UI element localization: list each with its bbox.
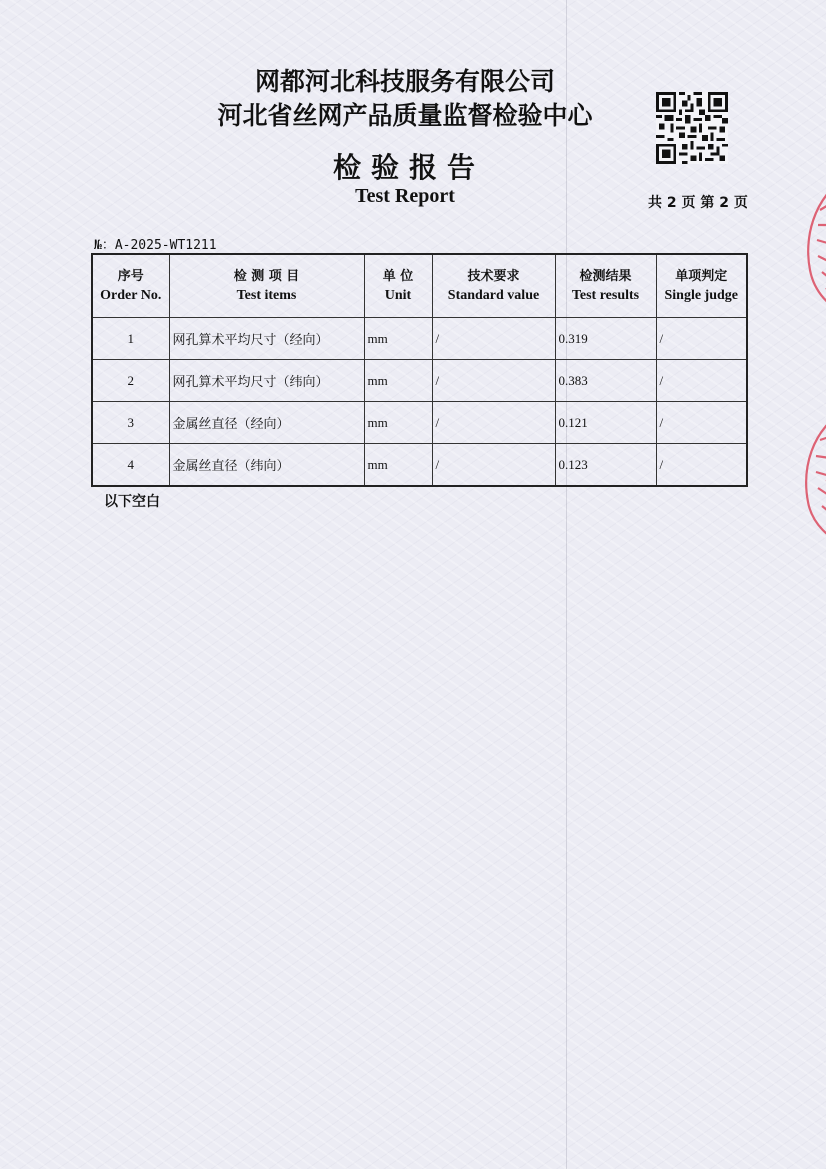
cell-order-no: 4 bbox=[92, 444, 169, 487]
cell-test-item: 金属丝直径（纬向） bbox=[169, 444, 364, 487]
cell-standard-value: / bbox=[432, 402, 555, 444]
cell-single-judge: / bbox=[656, 360, 747, 402]
cell-single-judge: / bbox=[656, 402, 747, 444]
cell-test-item: 网孔算术平均尺寸（纬向） bbox=[169, 360, 364, 402]
report-title-en: Test Report bbox=[355, 185, 455, 207]
table-row bbox=[92, 360, 747, 402]
table-row bbox=[92, 444, 747, 487]
test-results-table bbox=[91, 253, 748, 487]
cell-unit: mm bbox=[364, 318, 432, 360]
qr-code-icon bbox=[656, 92, 728, 164]
cell-test-result: 0.383 bbox=[555, 360, 656, 402]
column-header-single-judge: 单项判定 Single judge bbox=[656, 254, 747, 318]
cell-unit: mm bbox=[364, 360, 432, 402]
cell-order-no: 1 bbox=[92, 318, 169, 360]
cell-unit: mm bbox=[364, 444, 432, 487]
column-header-test-items: 检 测 项 目 Test items bbox=[169, 254, 364, 318]
cell-single-judge: / bbox=[656, 444, 747, 487]
table-row bbox=[92, 318, 747, 360]
cell-test-item: 金属丝直径（经向） bbox=[169, 402, 364, 444]
table-header-row bbox=[92, 254, 747, 318]
cell-unit: mm bbox=[364, 402, 432, 444]
column-header-test-results: 检测结果 Test results bbox=[555, 254, 656, 318]
table-row bbox=[92, 402, 747, 444]
organization-name: 网都河北科技服务有限公司 bbox=[254, 67, 555, 96]
column-header-order-no: 序号 Order No. bbox=[92, 254, 169, 318]
page-indicator: 共 2 页 第 2 页 bbox=[648, 195, 748, 211]
report-title-cn: 检验报告 bbox=[332, 151, 485, 184]
cell-order-no: 3 bbox=[92, 402, 169, 444]
cell-order-no: 2 bbox=[92, 360, 169, 402]
inspection-center-name: 河北省丝网产品质量监督检验中心 bbox=[217, 101, 593, 130]
cell-test-item: 网孔算术平均尺寸（经向） bbox=[169, 318, 364, 360]
cell-standard-value: / bbox=[432, 444, 555, 487]
column-header-unit: 单 位 Unit bbox=[364, 254, 432, 318]
cell-test-result: 0.121 bbox=[555, 402, 656, 444]
column-header-standard-value: 技术要求 Standard value bbox=[432, 254, 555, 318]
seal-stamp-icon bbox=[790, 400, 826, 550]
cell-standard-value: / bbox=[432, 360, 555, 402]
report-number: №：A-2025-WT1211 bbox=[94, 238, 217, 253]
cell-test-result: 0.123 bbox=[555, 444, 656, 487]
blank-below-note: 以下空白 bbox=[104, 494, 160, 510]
cell-single-judge: / bbox=[656, 318, 747, 360]
cell-test-result: 0.319 bbox=[555, 318, 656, 360]
cell-standard-value: / bbox=[432, 318, 555, 360]
seal-stamp-icon bbox=[790, 170, 826, 320]
